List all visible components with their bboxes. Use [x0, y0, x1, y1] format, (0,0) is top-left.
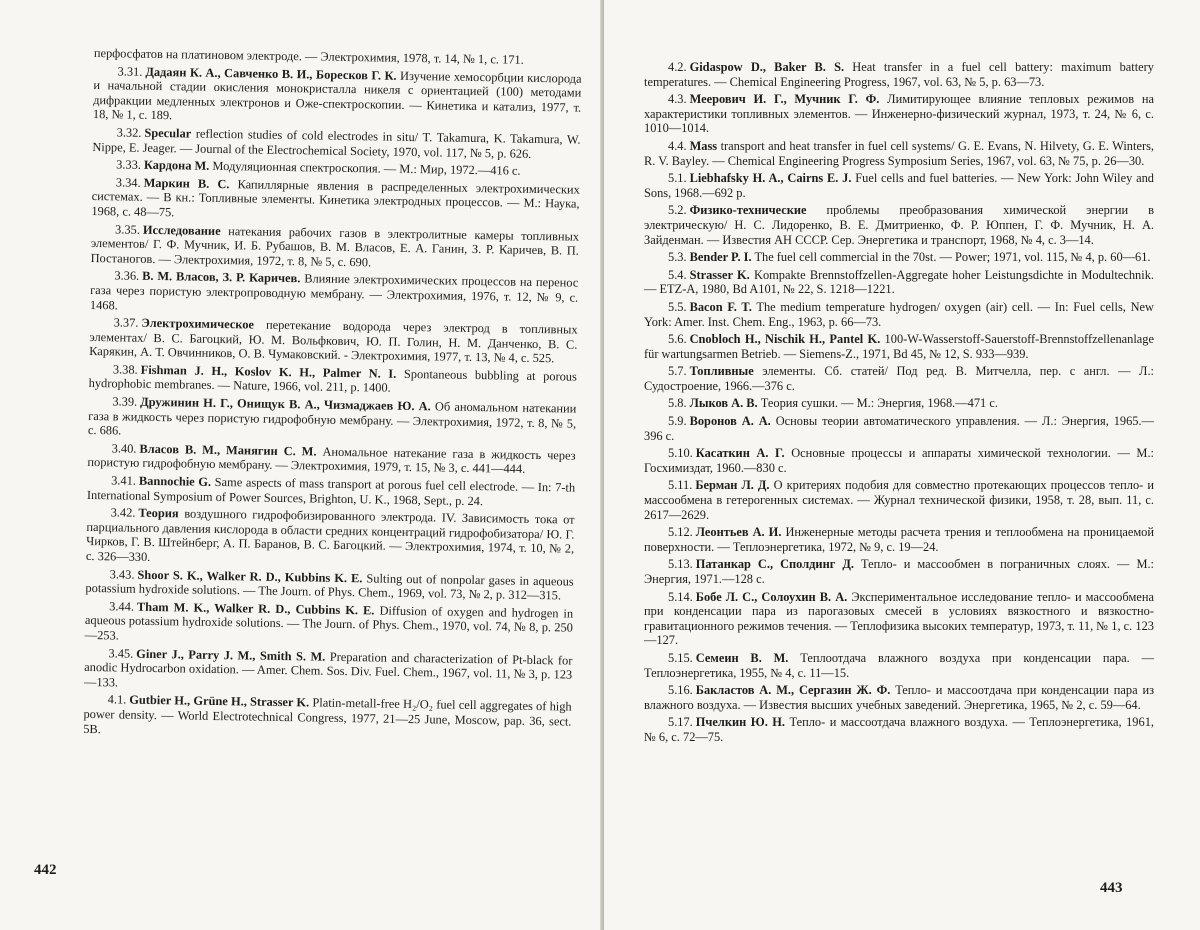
entry-number: 3.45.: [108, 645, 134, 661]
bibliography-entry: [644, 590, 1154, 648]
entry-authors: Бакластов А. М., Сергазин Ж. Ф.: [695, 683, 891, 698]
bibliography-entry: [87, 473, 575, 510]
entry-authors: Дружинин Н. Г., Онищук В. А., Чизмаджаев Ю. А.: [140, 394, 431, 414]
entry-number: 3.44.: [109, 599, 135, 614]
bibliography-entry: [644, 651, 1154, 680]
bibliography-entry: [644, 683, 1154, 712]
entry-text: перетекание водорода через электрод в топливных элементах/ В. С. Багоцкий, Ю. М. Вольфкович, Ю. П. Голин, Н. М. Данченко, В. С. Карякин, А. Т. Овчинников, О. В. Чумаковский. - Электрохимия, 1977, т. 13, № 4, с. 525.: [89, 317, 578, 366]
entry-authors: Specular: [144, 125, 192, 141]
entry-authors: Bacon F. T.: [689, 299, 752, 314]
entry-number: 3.40.: [111, 441, 137, 456]
entry-authors: Меерович И. Г., Мучник Г. Ф.: [689, 92, 880, 107]
bibliography-entry: [86, 505, 575, 571]
entry-text: натекания рабочих газов в электролитные камеры топливных элементов/ Г. Ф. Мучник, И. Б. Рубашов, В. М. Власов, Е. А. Ганин, З. Р. Каричев, В. П. Постаногов. — Электрохимия, 1972, т. 8, № 5, с. 690.: [90, 223, 580, 270]
bibliography-entry: [83, 692, 572, 743]
bibliography-entry: [93, 64, 582, 130]
entry-number: 5.14.: [668, 589, 693, 604]
left-bibliography-column: [83, 46, 582, 747]
bibliography-entry: [644, 300, 1154, 329]
bibliography-entry: [644, 478, 1154, 522]
entry-text: Лимитирующее влияние тепловых режимов на характеристики топливных элементов. — Инженерно-физический журнал, 1973, т. 24, № 6, с. 1010—1014.: [644, 92, 1154, 136]
entry-text: Kompakte Brennstoffzellen-Aggregate hoher Leistungsdichte in Modultechnik. — ETZ-A, 1980, Bd A101, № 22, S. 1218—1221.: [644, 267, 1154, 297]
entry-text: Инженерные методы расчета трения и теплообмена на проницаемой поверхности. — Теплоэнергетика, 1972, № 9, с. 19—24.: [644, 525, 1154, 554]
bibliography-entry: [644, 557, 1154, 586]
entry-authors: Bannochie G.: [138, 473, 212, 489]
entry-text: Экспериментальное исследование тепло- и массообмена при конденсации пара из парогазовых смесей в условиях вязкостного и вязкостно-гравитационного режимов течения. — Теплофизика высоких температур, 1973, т. 11, № 1, с. 123—127.: [644, 589, 1154, 648]
right-page-number: 443: [1100, 880, 1123, 896]
bibliography-entry: [644, 446, 1154, 475]
right-page: [604, 0, 1200, 930]
entry-number: 5.6.: [668, 332, 687, 347]
entry-number: 5.2.: [668, 203, 687, 218]
entry-text: Тепло- и массоотдача при конденсации пара из влажного воздуха. — Известия высших учебных заведений. Энергетика, 1965, № 2, с. 59—64.: [644, 683, 1154, 712]
entry-text: элементы. Сб. статей/ Под ред. В. Митчелла, пер. с англ. — Л.: Судостроение, 1966.—376 с.: [644, 364, 1154, 393]
entry-number: 5.5.: [668, 299, 687, 314]
entry-number: 3.42.: [110, 505, 136, 520]
entry-authors: Физико-технические: [689, 203, 807, 218]
entry-number: 5.7.: [668, 364, 687, 379]
entry-number: 3.39.: [112, 394, 138, 409]
right-bibliography-column: [644, 60, 1154, 748]
entry-authors: Gidaspow D., Baker B. S.: [689, 60, 845, 74]
left-page-number: 442: [34, 862, 57, 878]
bibliography-entry: [644, 250, 1154, 265]
entry-number: 3.36.: [114, 268, 140, 284]
entry-authors: Бобе Л. С., Солоухин В. А.: [695, 589, 848, 604]
entry-text: Теплоотдача влажного воздуха при конденсации пара. — Теплоэнергетика, 1955, № 4, с. 11—15.: [644, 650, 1154, 680]
entry-number: 5.8.: [668, 396, 687, 411]
entry-authors: Лыков А. В.: [689, 396, 758, 411]
bibliography-entry: [644, 396, 1154, 411]
entry-text: Аномальное натекание газа в жидкость через пористую гидрофобную мембрану. — Электрохимия, 1979, т. 15, № 3, с. 441—444.: [87, 444, 576, 477]
entry-number: 4.4.: [668, 138, 687, 153]
entry-authors: Liebhafsky H. A., Cairns E. J.: [689, 171, 852, 186]
entry-authors: Gutbier H., Grüne H., Strasser K.: [129, 692, 310, 710]
entry-number: 4.3.: [668, 92, 687, 107]
bibliography-entry: [92, 125, 580, 162]
bibliography-entry: [644, 268, 1154, 297]
entry-authors: Леонтьев А. И.: [695, 525, 782, 540]
bibliography-entry: [644, 414, 1154, 443]
bibliography-entry: [90, 268, 579, 319]
entry-authors: Касаткин А. Г.: [695, 446, 785, 461]
entry-text: Diffusion of oxygen and hydrogen in aqueous potassium hydroxide solutions. — The Journ. of Phys. Chem., 1970, vol. 74, № 8, p. 250—253.: [84, 603, 574, 643]
bibliography-entry: [85, 599, 574, 650]
bibliography-entry: [89, 315, 578, 366]
entry-text: перфосфатов на платиновом электроде. — Электрохимия, 1978, т. 14, № 1, с. 171.: [93, 46, 524, 67]
entry-text: Spontaneous bubbling at porous hydrophobic membranes. — Nature, 1966, vol. 211, p. 1400.: [88, 366, 577, 396]
entry-text: transport and heat transfer in fuel cell systems/ G. E. Evans, N. Hilvety, G. E. Winters, R. V. Bayley. — Chemical Engineering Progress Symposium Series, 1967, vol. 63, № 75, p. 26—30.: [644, 138, 1154, 168]
entry-number: 3.34.: [115, 175, 141, 190]
entry-authors: Семеин В. М.: [695, 650, 789, 665]
entry-authors: Пчелкин Ю. Н.: [695, 715, 786, 730]
entry-number: 5.13.: [668, 557, 693, 572]
entry-number: 3.31.: [117, 63, 143, 79]
entry-authors: Дадаян К. А., Савченко В. И., Боресков Г. К.: [145, 64, 397, 83]
bibliography-entry: [84, 645, 573, 696]
entry-authors: Воронов А. А.: [689, 414, 771, 429]
entry-text: Fuel cells and fuel batteries. — New York: John Wiley and Sons, 1968.—692 p.: [644, 171, 1154, 200]
entry-number: 3.35.: [115, 221, 141, 237]
entry-text: Об аномальном натекании газа в жидкость через пористую гидрофобную мембрану. — Электрохимия, 1972, т. 8, № 5, с. 686.: [87, 399, 577, 438]
bibliography-entry: [644, 715, 1154, 744]
entry-number: 5.1.: [668, 171, 687, 186]
entry-number: 4.1.: [107, 692, 127, 707]
bibliography-entry: [644, 203, 1154, 247]
entry-number: 3.38.: [112, 362, 138, 377]
entry-authors: Кардона М.: [143, 157, 210, 173]
bibliography-entry: [87, 441, 575, 478]
entry-text: 100-W-Wasserstoff-Sauerstoff-Brennstoffzellenanlage für wartungsarmen Betrieb. — Siemens-Z., 1971, Bd 45, № 12, S. 933—939.: [644, 332, 1154, 361]
entry-authors: Fishman J. H., Koslov K. H., Palmer N. I.: [140, 362, 397, 381]
bibliography-entry: [644, 92, 1154, 136]
entry-text: Same aspects of mass transport at porous fuel cell electrode. — In: 7-th International Symposium of Power Sources, Brighton, U. K., 1968, Sept., p. 24.: [86, 474, 576, 508]
entry-text: reflection studies of cold electrodes in situ/ T. Takamura, K. Takamura, W. Nippe, E. Jeager. — Journal of the Electrochemical Society, 1970, vol. 117, № 5, p. 626.: [92, 126, 581, 161]
entry-text: Тепло- и массообмен в пограничных слоях. — М.: Энергия, 1971.—128 с.: [644, 557, 1154, 586]
entry-text: Теория сушки. — М.: Энергия, 1968.—471 с.: [760, 396, 998, 411]
entry-authors: Shoor S. K., Walker R. D., Kubbins K. E.: [137, 567, 363, 585]
entry-number: 5.15.: [668, 650, 693, 665]
bibliography-entry: [644, 332, 1154, 361]
entry-text: Модуляционная спектроскопия. — М.: Мир, 1972.—416 с.: [212, 159, 521, 178]
entry-number: 3.41.: [111, 473, 137, 488]
bibliography-entry: [85, 567, 573, 604]
entry-authors: Mass: [689, 138, 718, 153]
entry-text: О критериях подобия для совместно протекающих процессов тепло- и массообмена в гетерогенных системах. — Журнал технической физики, 1958, т. 28, вып. 11, с. 2617—2629.: [644, 478, 1155, 522]
entry-number: 5.16.: [668, 683, 693, 698]
entry-text: The medium temperature hydrogen/ oxygen (air) cell. — In: Fuel cells, New York: Amer. Inst. Chem. Eng., 1963, p. 66—73.: [644, 299, 1155, 329]
entry-number: 4.2.: [668, 60, 687, 74]
entry-authors: Strasser K.: [689, 267, 750, 282]
entry-text: Влияние электрохимических процессов на перенос газа через пористую электропроводную мембрану. — Электрохимия, 1976, т. 12, № 9, с. 1468.: [89, 271, 579, 312]
entry-text: Основы теории автоматического управления. — Л.: Энергия, 1965.—396 с.: [644, 414, 1154, 443]
bibliography-entry: [644, 525, 1154, 554]
entry-authors: Власов В. М., Манягин С. М.: [139, 441, 317, 459]
entry-text: Капиллярные явления в распределенных электрохимических системах. — В кн.: Топливные элементы. Кинетика электродных процессов. — М.: Наука, 1968, с. 48—75.: [91, 177, 580, 220]
entry-number: 5.3.: [668, 250, 687, 265]
entry-text: воздушного гидрофобизированного электрода. IV. Зависимость тока от парциального давления кислорода в области средних концентраций гидрофобизатора/ Ю. Г. Чирков, Г. В. Штейнберг, А. П. Баранов, В. С. Багоцкий. — Электрохимия, 1974, т. 10, № 2, с. 326—330.: [85, 506, 575, 564]
bibliography-entry: [91, 175, 580, 226]
entry-number: 5.4.: [668, 267, 687, 282]
entry-authors: Теория: [138, 505, 179, 521]
entry-number: 5.17.: [668, 715, 693, 730]
entry-text: Тепло- и массоотдача влажного воздуха. — Теплоэнергетика, 1961, № 6, с. 72—75.: [644, 715, 1154, 744]
entry-number: 3.37.: [113, 315, 139, 330]
entry-number: 3.32.: [116, 125, 142, 140]
entry-authors: Cnobloch H., Nischik H., Pantel K.: [689, 332, 881, 347]
bibliography-entry: [89, 362, 577, 399]
entry-authors: Bender P. I.: [689, 250, 752, 265]
bibliography-entry: [91, 222, 580, 273]
bibliography-entry: [644, 139, 1154, 168]
entry-authors: Электрохимическое: [141, 315, 255, 332]
entry-number: 5.10.: [668, 446, 693, 461]
entry-authors: Маркин В. С.: [143, 175, 230, 191]
entry-authors: Giner J., Parry J. M., Smith S. M.: [136, 646, 326, 664]
entry-number: 3.33.: [116, 157, 142, 172]
bibliography-entry: [644, 364, 1154, 393]
entry-authors: Патанкар С., Сполдинг Д.: [695, 557, 854, 572]
entry-number: 3.43.: [109, 566, 135, 582]
entry-text: Sulting out of nonpolar gases in aqueous potassium hydroxide solutions. — The Journ. of Phys. Chem., 1969, vol. 73, № 2, p. 312—315.: [85, 570, 574, 603]
entry-text: Preparation and characterization of Pt-black for anodic Hydrocarbon oxidation. — Amer. Chem. Sos. Div. Fuel. Chem., 1967, vol. 11, № 3, p. 123—133.: [83, 649, 573, 690]
entry-authors: Берман Л. Д.: [695, 478, 770, 493]
entry-authors: Исследование: [142, 222, 221, 238]
bibliography-entry: [88, 394, 577, 445]
entry-authors: В. М. Власов, З. Р. Каричев.: [142, 269, 301, 286]
entry-number: 5.11.: [668, 478, 693, 493]
entry-text: Изучение хемосорбции кислорода и начальной стадии окисления монокристалла никеля с ориентацией (100) методами дифракции медленных электронов и Оже-спектроскопии. — Кинетика и катализ, 1977, т. 18, № 1, с. 189.: [92, 68, 582, 123]
bibliography-entry: [644, 171, 1154, 200]
entry-text: Heat transfer in a fuel cell battery: maximum battery temperatures. — Chemical Engineering Progress, 1967, vol. 63, № 5, p. 63—73.: [644, 60, 1154, 89]
bibliography-entry: [644, 60, 1154, 89]
entry-text: The fuel cell commercial in the 70st. — Power; 1971, vol. 115, № 4, p. 60—61.: [754, 250, 1151, 265]
entry-text: Platin-metall-free H₂/O₂ fuel cell aggregates of high power density. — World Electrotechnical Congress, 1977, 21—25 June, Moscow, pap. 36, sect. 5B.: [83, 695, 572, 736]
entry-authors: Топливные: [689, 364, 754, 379]
entry-text: проблемы преобразования химической энергии в электрическую/ Н. С. Лидоренко, В. Е. Дмитриенко, Ф. Р. Юппен, Г. Ф. Мучник, Н. А. Зайденман. — Известия АН СССР. Сер. Энергетика и транспорт, 1968, № 4, с. 3—14.: [644, 203, 1154, 247]
entry-number: 5.12.: [668, 525, 693, 540]
entry-number: 5.9.: [668, 414, 687, 429]
entry-authors: Tham M. K., Walker R. D., Cubbins K. E.: [136, 599, 375, 618]
entry-text: Основные процессы и аппараты химической технологии. — М.: Госхимиздат, 1960.—830 с.: [644, 446, 1154, 475]
